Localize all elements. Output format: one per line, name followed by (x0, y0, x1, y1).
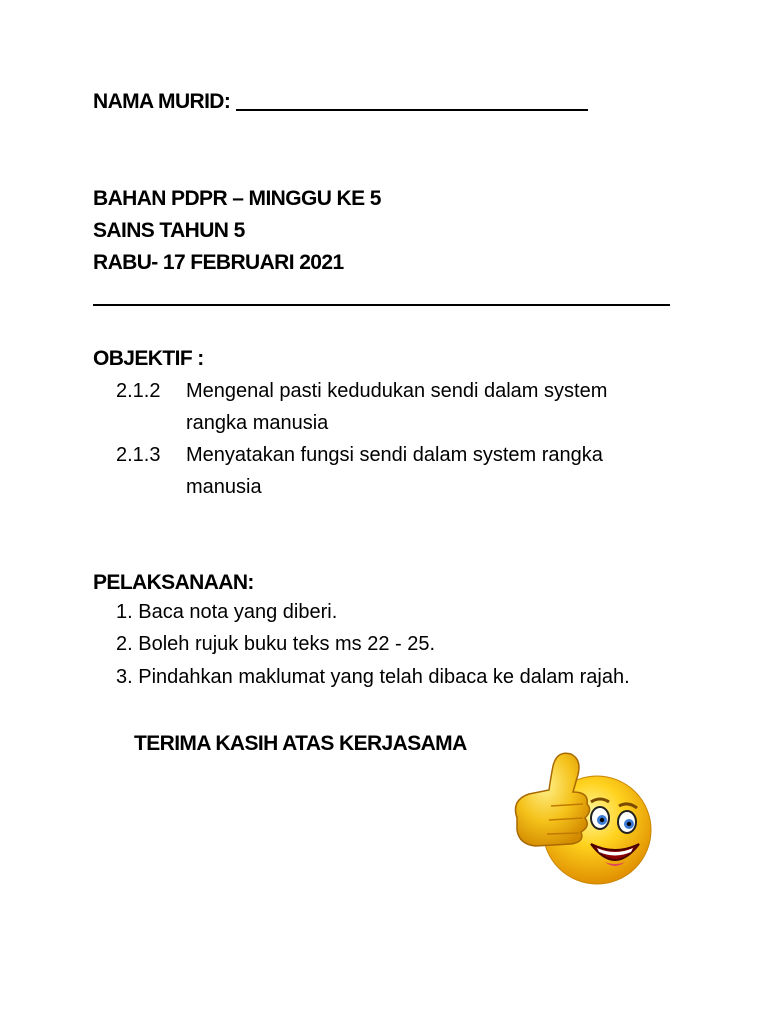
pelaksanaan-heading: PELAKSANAAN: (93, 571, 254, 594)
objektif-heading: OBJEKTIF : (93, 347, 204, 370)
step-item: 1. Baca nota yang diberi. (116, 601, 338, 623)
date-line: RABU- 17 FEBRUARI 2021 (93, 251, 344, 274)
closing-message: TERIMA KASIH ATAS KERJASAMA (134, 732, 467, 755)
student-name-row (93, 89, 588, 114)
objective-item (116, 439, 656, 503)
subject-year-line: SAINS TAHUN 5 (93, 219, 245, 242)
step-item: 2. Boleh rujuk buku teks ms 22 - 25. (116, 633, 436, 655)
objective-text: Mengenal pasti kedudukan sendi dalam system rangka manusia (186, 380, 608, 434)
step-item: 3. Pindahkan maklumat yang telah dibaca ke dalam rajah. (116, 666, 630, 688)
objective-number: 2.1.2 (116, 380, 161, 402)
material-week-line: BAHAN PDPR – MINGGU KE 5 (93, 187, 381, 210)
objective-text: Menyatakan fungsi sendi dalam system rangka manusia (186, 444, 603, 498)
objective-item (116, 375, 656, 439)
student-name-blank[interactable] (236, 89, 588, 111)
thumbs-up-smiley-icon (505, 748, 655, 888)
objective-number: 2.1.3 (116, 444, 161, 466)
section-divider (93, 304, 670, 306)
student-name-label: NAMA MURID: (93, 90, 231, 113)
